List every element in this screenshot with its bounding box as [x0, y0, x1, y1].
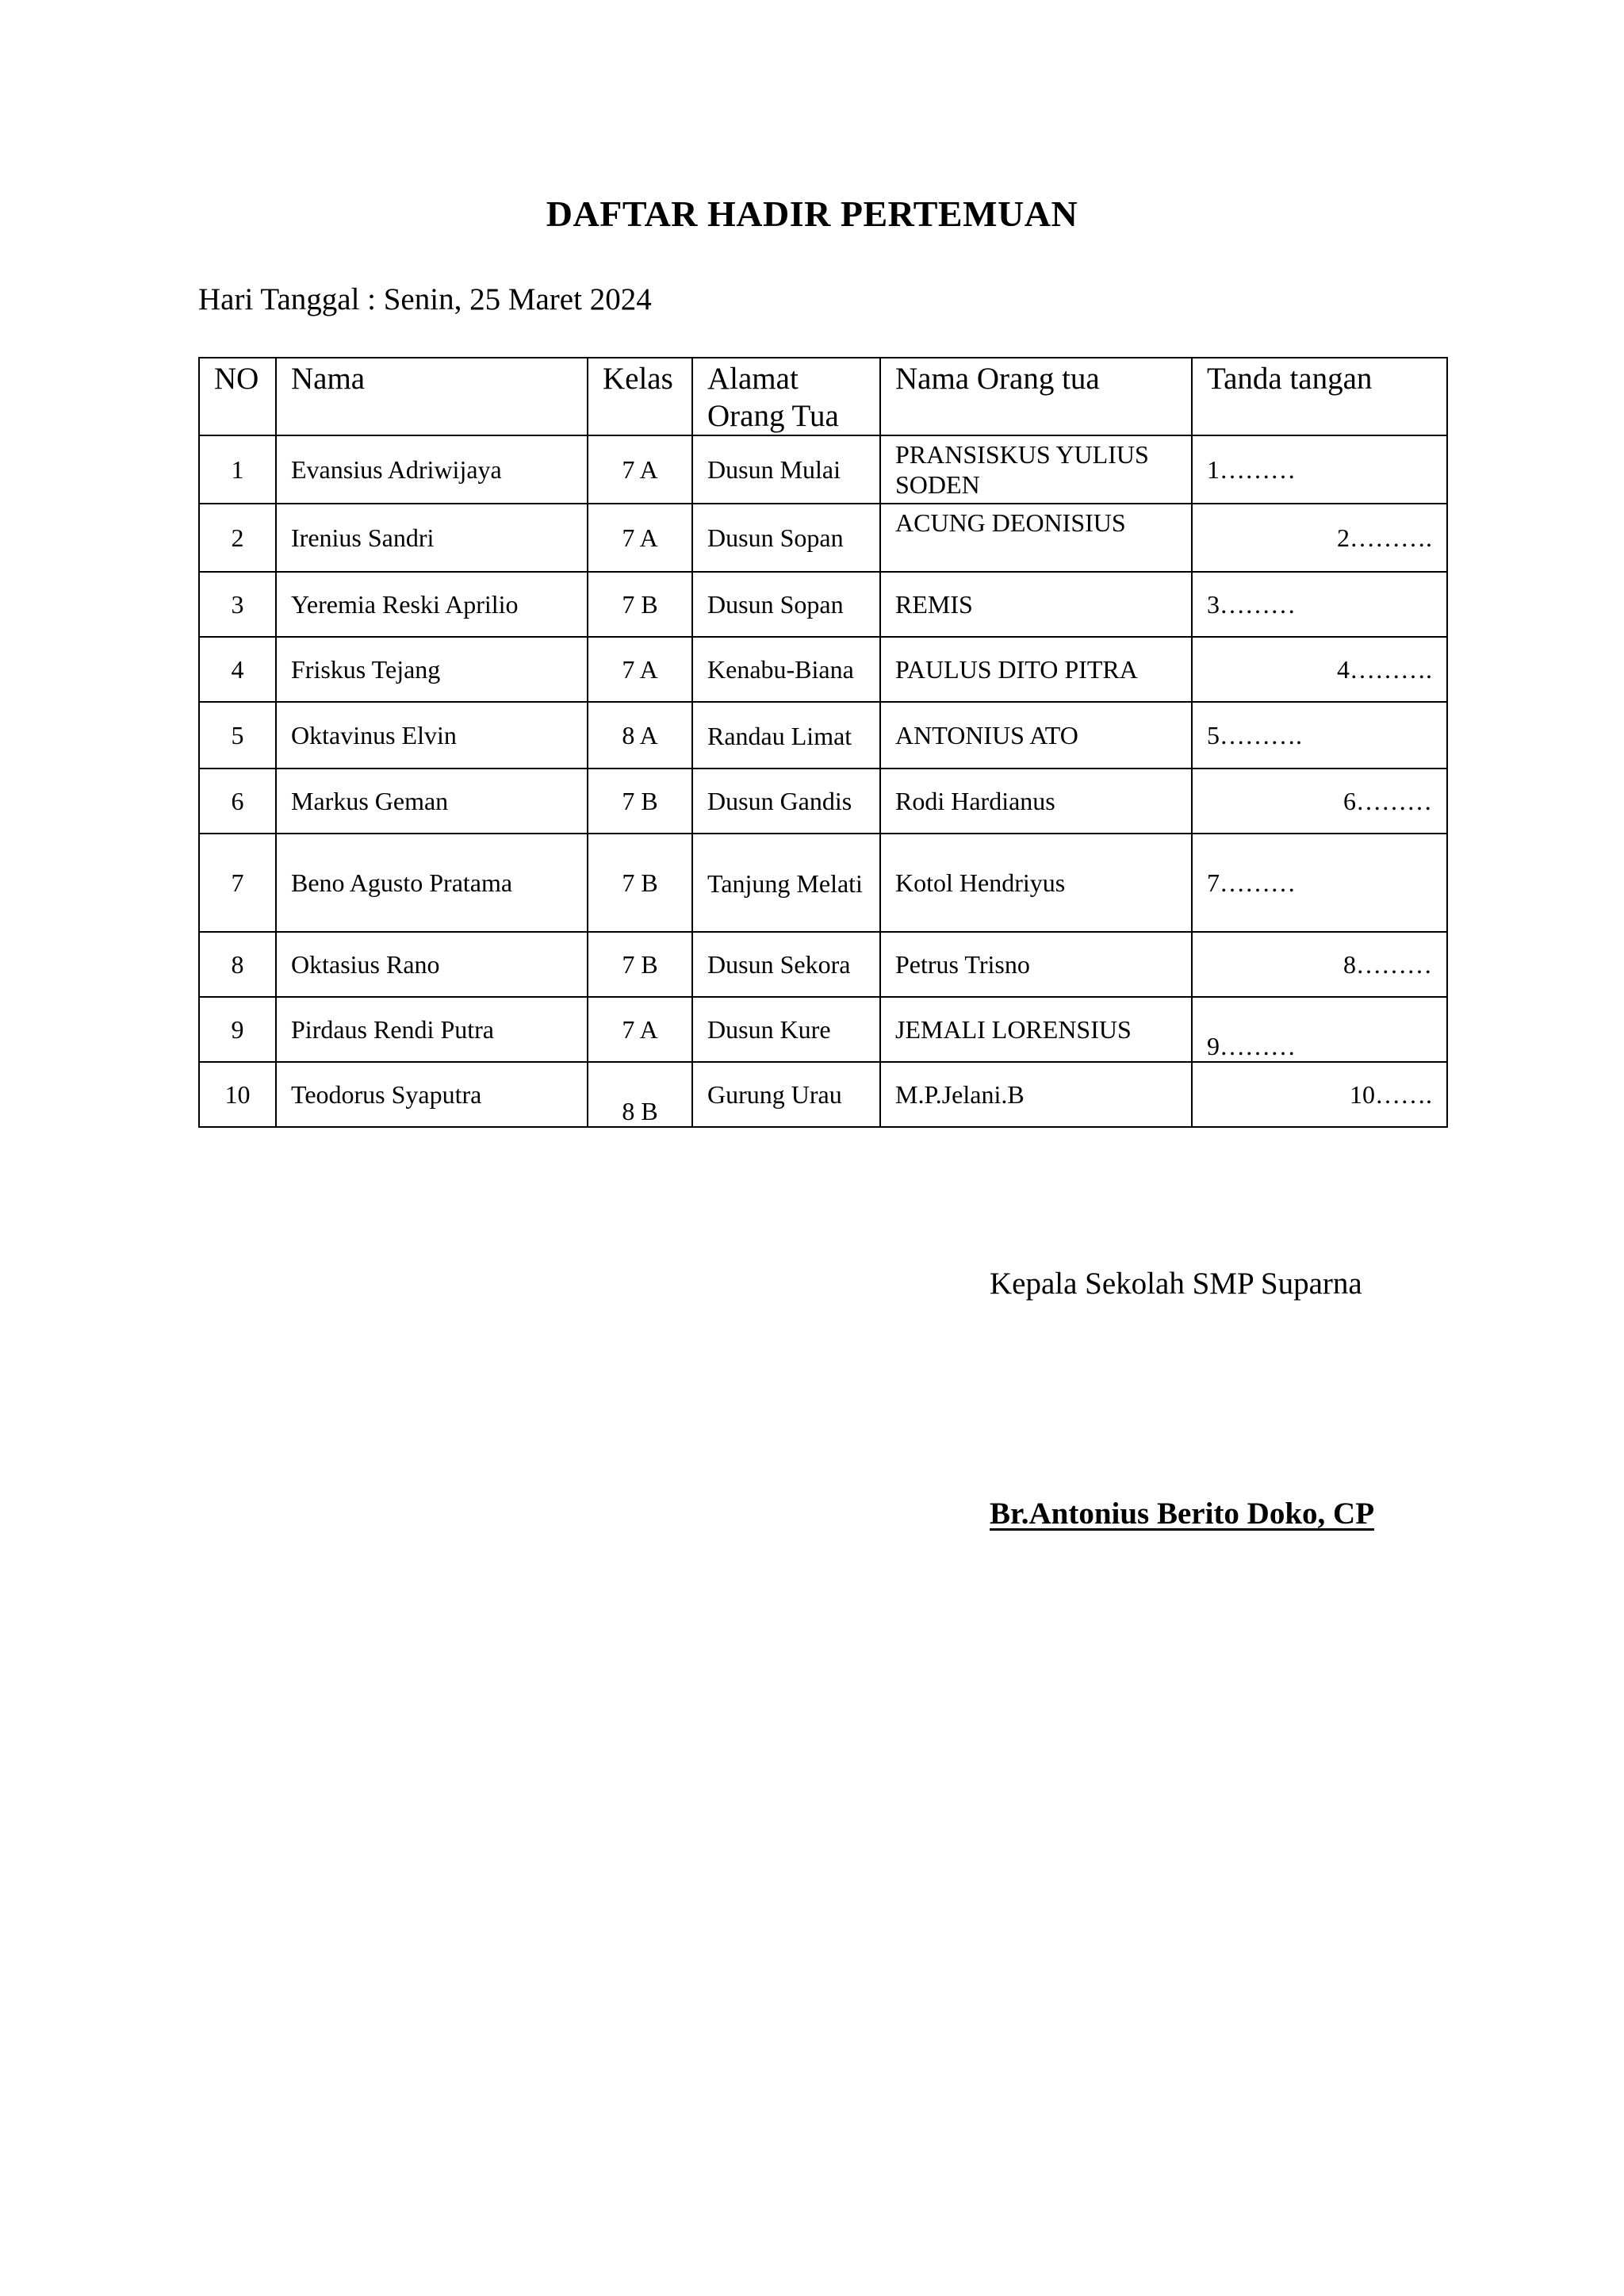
cell-no: 9: [199, 997, 276, 1062]
cell-no: 6: [199, 769, 276, 834]
table-row: [199, 637, 1447, 702]
cell-no: 7: [199, 834, 276, 932]
document-title: DAFTAR HADIR PERTEMUAN: [546, 194, 1078, 234]
cell-nama: Beno Agusto Pratama: [276, 834, 588, 932]
cell-kelas: 8 A: [588, 702, 692, 769]
cell-sign: 8………: [1192, 932, 1447, 997]
cell-parent: Kotol Hendriyus: [880, 834, 1192, 932]
cell-sign: 5……….: [1192, 702, 1447, 769]
cell-nama: Oktavinus Elvin: [276, 702, 588, 769]
cell-parent: PAULUS DITO PITRA: [880, 637, 1192, 702]
cell-alamat: Gurung Urau: [692, 1062, 880, 1127]
cell-nama: Teodorus Syaputra: [276, 1062, 588, 1127]
cell-kelas: 7 A: [588, 435, 692, 504]
cell-sign: 7………: [1192, 834, 1447, 932]
cell-no: 2: [199, 504, 276, 572]
header-nama: Nama: [276, 358, 588, 435]
cell-nama: Irenius Sandri: [276, 504, 588, 572]
cell-sign: 6………: [1192, 769, 1447, 834]
table-row: [199, 504, 1447, 572]
table-row: [199, 834, 1447, 932]
header-sign: Tanda tangan: [1192, 358, 1447, 435]
cell-no: 5: [199, 702, 276, 769]
principal-title: Kepala Sekolah SMP Suparna: [990, 1267, 1362, 1301]
cell-sign: 2……….: [1192, 504, 1447, 572]
cell-sign: 10…….: [1192, 1062, 1447, 1127]
attendance-table: [198, 357, 1448, 1128]
cell-nama: Oktasius Rano: [276, 932, 588, 997]
cell-kelas: 7 B: [588, 769, 692, 834]
cell-no: 3: [199, 572, 276, 637]
table-header-row: [199, 358, 1447, 435]
cell-parent: JEMALI LORENSIUS: [880, 997, 1192, 1062]
cell-parent: Petrus Trisno: [880, 932, 1192, 997]
cell-kelas: 7 B: [588, 834, 692, 932]
cell-nama: Friskus Tejang: [276, 637, 588, 702]
cell-nama: Yeremia Reski Aprilio: [276, 572, 588, 637]
cell-kelas: 7 B: [588, 932, 692, 997]
cell-sign: 4……….: [1192, 637, 1447, 702]
cell-kelas: 7 A: [588, 504, 692, 572]
cell-alamat: Randau Limat: [692, 702, 880, 769]
cell-sign: 9………: [1192, 997, 1447, 1062]
cell-nama: Pirdaus Rendi Putra: [276, 997, 588, 1062]
cell-no: 4: [199, 637, 276, 702]
table-row: [199, 572, 1447, 637]
principal-name: Br.Antonius Berito Doko, CP: [990, 1497, 1375, 1531]
table-row: [199, 769, 1447, 834]
cell-parent: REMIS: [880, 572, 1192, 637]
cell-alamat: Tanjung Melati: [692, 834, 880, 932]
cell-alamat: Dusun Sopan: [692, 572, 880, 637]
cell-kelas: 7 A: [588, 637, 692, 702]
cell-parent: PRANSISKUS YULIUS SODEN: [880, 435, 1192, 504]
cell-parent: M.P.Jelani.B: [880, 1062, 1192, 1127]
cell-alamat: Dusun Gandis: [692, 769, 880, 834]
header-parent: Nama Orang tua: [880, 358, 1192, 435]
header-no: NO: [199, 358, 276, 435]
cell-nama: Evansius Adriwijaya: [276, 435, 588, 504]
header-alamat: Alamat Orang Tua: [692, 358, 880, 435]
cell-sign: 1………: [1192, 435, 1447, 504]
cell-parent: Rodi Hardianus: [880, 769, 1192, 834]
cell-no: 8: [199, 932, 276, 997]
cell-parent: ACUNG DEONISIUS: [880, 504, 1192, 572]
cell-alamat: Dusun Kure: [692, 997, 880, 1062]
meeting-date: Hari Tanggal : Senin, 25 Maret 2024: [198, 282, 652, 316]
cell-alamat: Dusun Mulai: [692, 435, 880, 504]
cell-parent: ANTONIUS ATO: [880, 702, 1192, 769]
cell-alamat: Dusun Sekora: [692, 932, 880, 997]
table-row: [199, 1062, 1447, 1127]
cell-alamat: Dusun Sopan: [692, 504, 880, 572]
header-kelas: Kelas: [588, 358, 692, 435]
cell-alamat: Kenabu-Biana: [692, 637, 880, 702]
table-row: [199, 435, 1447, 504]
cell-kelas: 7 B: [588, 572, 692, 637]
cell-nama: Markus Geman: [276, 769, 588, 834]
cell-kelas: 8 B: [588, 1062, 692, 1127]
cell-kelas: 7 A: [588, 997, 692, 1062]
table-row: [199, 702, 1447, 769]
cell-no: 10: [199, 1062, 276, 1127]
cell-no: 1: [199, 435, 276, 504]
cell-sign: 3………: [1192, 572, 1447, 637]
table-row: [199, 997, 1447, 1062]
table-row: [199, 932, 1447, 997]
